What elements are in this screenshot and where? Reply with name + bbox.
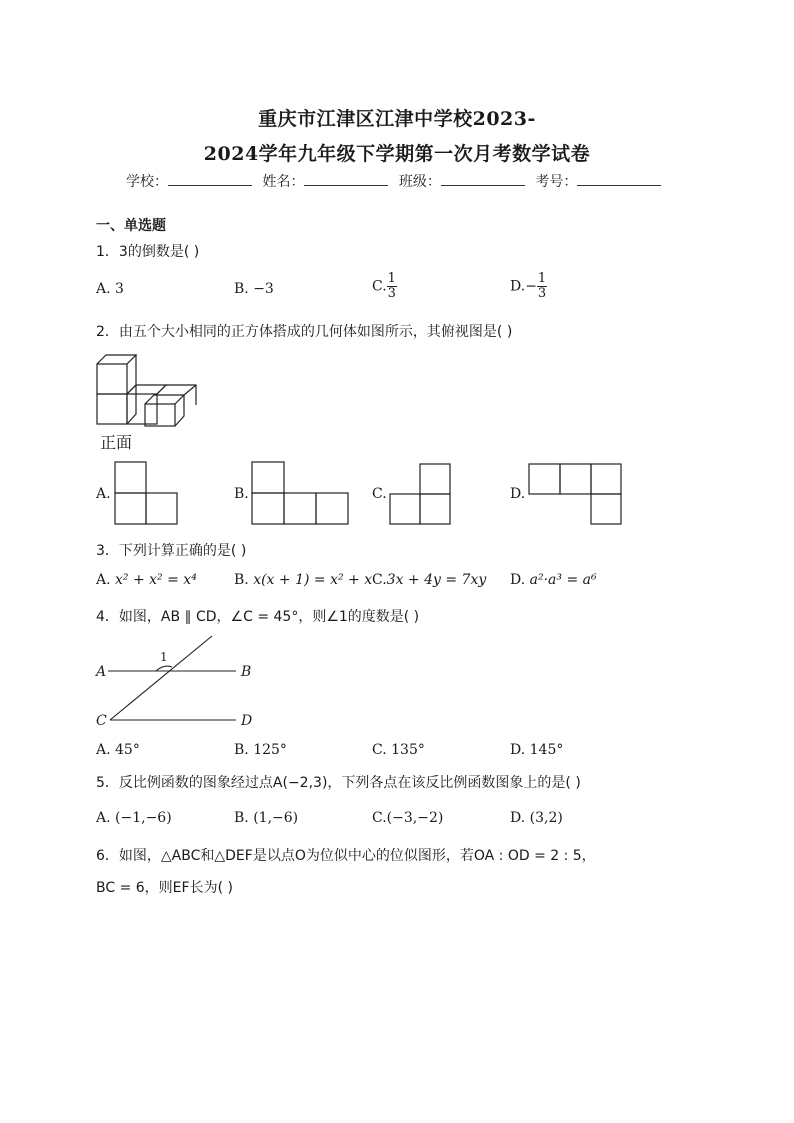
question-5-option-c[interactable]: C.(−3,−2) xyxy=(372,810,444,826)
question-3-option-d[interactable]: D. a²·a³ = a⁶ xyxy=(510,572,597,588)
class-blank[interactable] xyxy=(441,173,525,186)
point-label-d: D xyxy=(241,713,253,729)
name-blank[interactable] xyxy=(304,173,388,186)
question-5-option-a[interactable]: A. (−1,−6) xyxy=(96,810,172,826)
point-label-b: B xyxy=(241,664,252,680)
question-3-option-c[interactable]: C.3x + 4y = 7xy xyxy=(372,572,487,588)
question-4-option-a[interactable]: A. 45° xyxy=(96,742,140,758)
question-2-option-c-letter[interactable]: C. xyxy=(372,486,387,502)
school-blank[interactable] xyxy=(168,173,252,186)
question-1-option-b[interactable]: B. −3 xyxy=(234,281,274,297)
question-2-option-b-grid[interactable] xyxy=(251,461,349,525)
question-4-stem: 4．如图，AB ∥ CD，∠C = 45°，则∠1的度数是( ) xyxy=(96,609,420,625)
point-label-c: C xyxy=(96,713,107,729)
question-6-stem: 6．如图，△ABC和△DEF是以点O为位似中心的位似图形，若OA : OD = 2 : 5， xyxy=(96,848,596,864)
student-info-row xyxy=(126,171,667,191)
question-4-option-c[interactable]: C. 135° xyxy=(372,742,425,758)
question-2-option-a-grid[interactable] xyxy=(114,461,178,525)
question-5-option-d[interactable]: D. (3,2) xyxy=(510,810,563,826)
angle-label-1: 1 xyxy=(160,650,168,664)
question-5-stem: 5．反比例函数的图象经过点A(−2,3)，下列各点在该反比例函数图象上的是( ) xyxy=(96,775,581,791)
exam-title-line1: 重庆市江津区江津中学校2023- xyxy=(258,108,536,130)
question-2-option-b-letter[interactable]: B. xyxy=(234,486,249,502)
question-2-option-c-grid[interactable] xyxy=(389,463,451,525)
question-4-option-b[interactable]: B. 125° xyxy=(234,742,287,758)
parallel-lines-figure xyxy=(94,634,264,734)
question-5-option-b[interactable]: B. (1,−6) xyxy=(234,810,299,826)
exam-number-blank[interactable] xyxy=(577,173,661,186)
class-field: 班级： xyxy=(399,171,527,191)
question-3-option-b[interactable]: B. x(x + 1) = x² + x xyxy=(234,572,373,588)
fraction: $\frac{1}{3}$ xyxy=(537,271,547,301)
question-3-stem: 3．下列计算正确的是( ) xyxy=(96,543,247,559)
point-label-a: A xyxy=(96,664,107,680)
fraction: $\frac{1}{3}$ xyxy=(387,271,396,301)
question-1-option-a[interactable]: A. 3 xyxy=(96,281,124,297)
question-1-option-c[interactable]: C. $\frac{1}{3}$ xyxy=(372,271,396,301)
question-1-option-d[interactable]: D.− $\frac{1}{3}$ xyxy=(510,271,547,301)
question-4-option-d[interactable]: D. 145° xyxy=(510,742,564,758)
question-2-option-d-letter[interactable]: D. xyxy=(510,486,526,502)
cube-solid-figure xyxy=(96,352,206,430)
question-2-stem: 2．由五个大小相同的正方体搭成的几何体如图所示，其俯视图是( ) xyxy=(96,324,513,340)
school-field: 学校： xyxy=(126,171,254,191)
question-6-stem-line2: BC = 6，则EF长为( ) xyxy=(96,880,233,896)
front-view-label: 正面 xyxy=(100,433,133,452)
name-field: 姓名： xyxy=(262,171,390,191)
exam-title-line2: 2024学年九年级下学期第一次月考数学试卷 xyxy=(203,143,591,165)
question-2-option-d-grid[interactable] xyxy=(528,463,622,525)
question-3-option-a[interactable]: A. x² + x² = x⁴ xyxy=(96,572,197,588)
question-1-stem: 1．3的倒数是( ) xyxy=(96,244,200,260)
exam-number-field: 考号： xyxy=(535,171,663,191)
question-2-option-a-letter[interactable]: A. xyxy=(96,486,111,502)
section-title: 一、单选题 xyxy=(96,218,166,234)
